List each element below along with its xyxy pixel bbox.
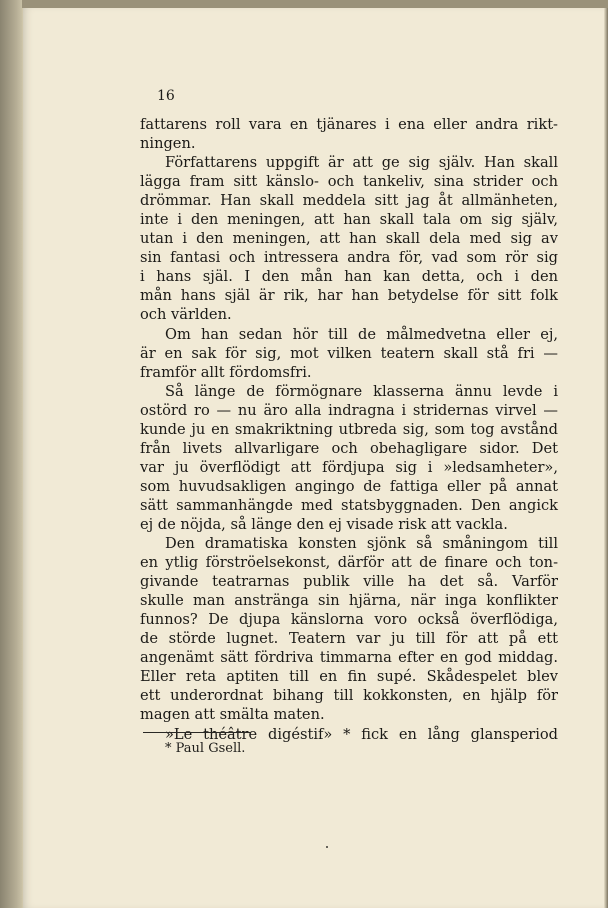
text-line: kunde ju en smakriktning utbreda sig, som tog avstånd xyxy=(140,420,558,438)
text-line: fattarens roll vara en tjänares i ena eller andra rikt- xyxy=(140,116,558,133)
text-line: lägga fram sitt känslo- och tankeliv, sina strider och xyxy=(140,173,558,191)
text-line: de störde lugnet. Teatern var ju till för att på ett xyxy=(140,630,558,648)
text-line: drömmar. Han skall meddela sitt jag åt allmänheten, xyxy=(140,192,558,210)
text-line: Eller reta aptiten till en fin supé. Skådespelet blev xyxy=(140,668,558,686)
footnote: * Paul Gsell. xyxy=(165,741,246,756)
text-line: som huvudsakligen angingo de fattiga eller på annat xyxy=(140,477,558,495)
ink-speck xyxy=(326,846,328,848)
scan-background-edge xyxy=(0,0,22,908)
text-line: magen att smälta maten. xyxy=(140,706,325,724)
body-text xyxy=(140,115,558,744)
page-edge-shadow xyxy=(604,8,608,908)
text-line: funnos? De djupa känslorna voro också överflödiga, xyxy=(140,611,558,629)
text-line: sätt sammanhängde med statsbyggnaden. Den angick xyxy=(140,496,558,514)
text-line: från livets allvarligare och obehagligare sidor. Det xyxy=(140,439,558,457)
text-line: »Le théâtre digéstif» * fick en lång glansperiod xyxy=(165,725,558,743)
text-line: ningen. xyxy=(140,135,196,153)
text-line: framför allt fördomsfri. xyxy=(140,363,312,381)
text-line: sin fantasi och intressera andra för, vad som rör sig xyxy=(140,249,558,267)
text-line: Författarens uppgift är att ge sig själv. Han skall xyxy=(165,154,558,172)
text-line: Den dramatiska konsten sjönk så småningom till xyxy=(165,535,558,553)
text-line: inte i den meningen, att han skall tala om sig själv, xyxy=(140,211,558,229)
text-line: är en sak för sig, mot vilken teatern skall stå fri — xyxy=(140,344,558,362)
text-line: Så länge de förmögnare klasserna ännu levde i xyxy=(165,382,558,400)
text-line: utan i den meningen, att han skall dela med sig av xyxy=(140,230,558,248)
text-line: ett underordnat bihang till kokkonsten, en hjälp för xyxy=(140,687,558,705)
text-line: skulle man anstränga sin hjärna, när inga konflikter xyxy=(140,592,558,610)
text-line: en ytlig förströelsekonst, därför att de finare och ton- xyxy=(140,554,558,572)
text-line: och världen. xyxy=(140,306,232,324)
page-number: 16 xyxy=(157,88,175,104)
footnote-rule xyxy=(143,732,251,733)
text-line: angenämt sätt fördriva timmarna efter en god middag. xyxy=(140,649,558,667)
text-line: var ju överflödigt att fördjupa sig i »ledsamheter», xyxy=(140,458,558,476)
text-line: ej de nöjda, så länge den ej visade risk att vackla. xyxy=(140,515,508,533)
text-line: givande teatrarnas publik ville ha det så. Varför xyxy=(140,573,558,591)
text-line: Om han sedan hör till de målmedvetna eller ej, xyxy=(165,325,558,343)
text-line: i hans själ. I den mån han kan detta, och i den xyxy=(140,268,558,286)
text-line: mån hans själ är rik, har han betydelse för sitt folk xyxy=(140,287,558,305)
text-line: ostörd ro — nu äro alla indragna i stridernas virvel — xyxy=(140,401,558,419)
